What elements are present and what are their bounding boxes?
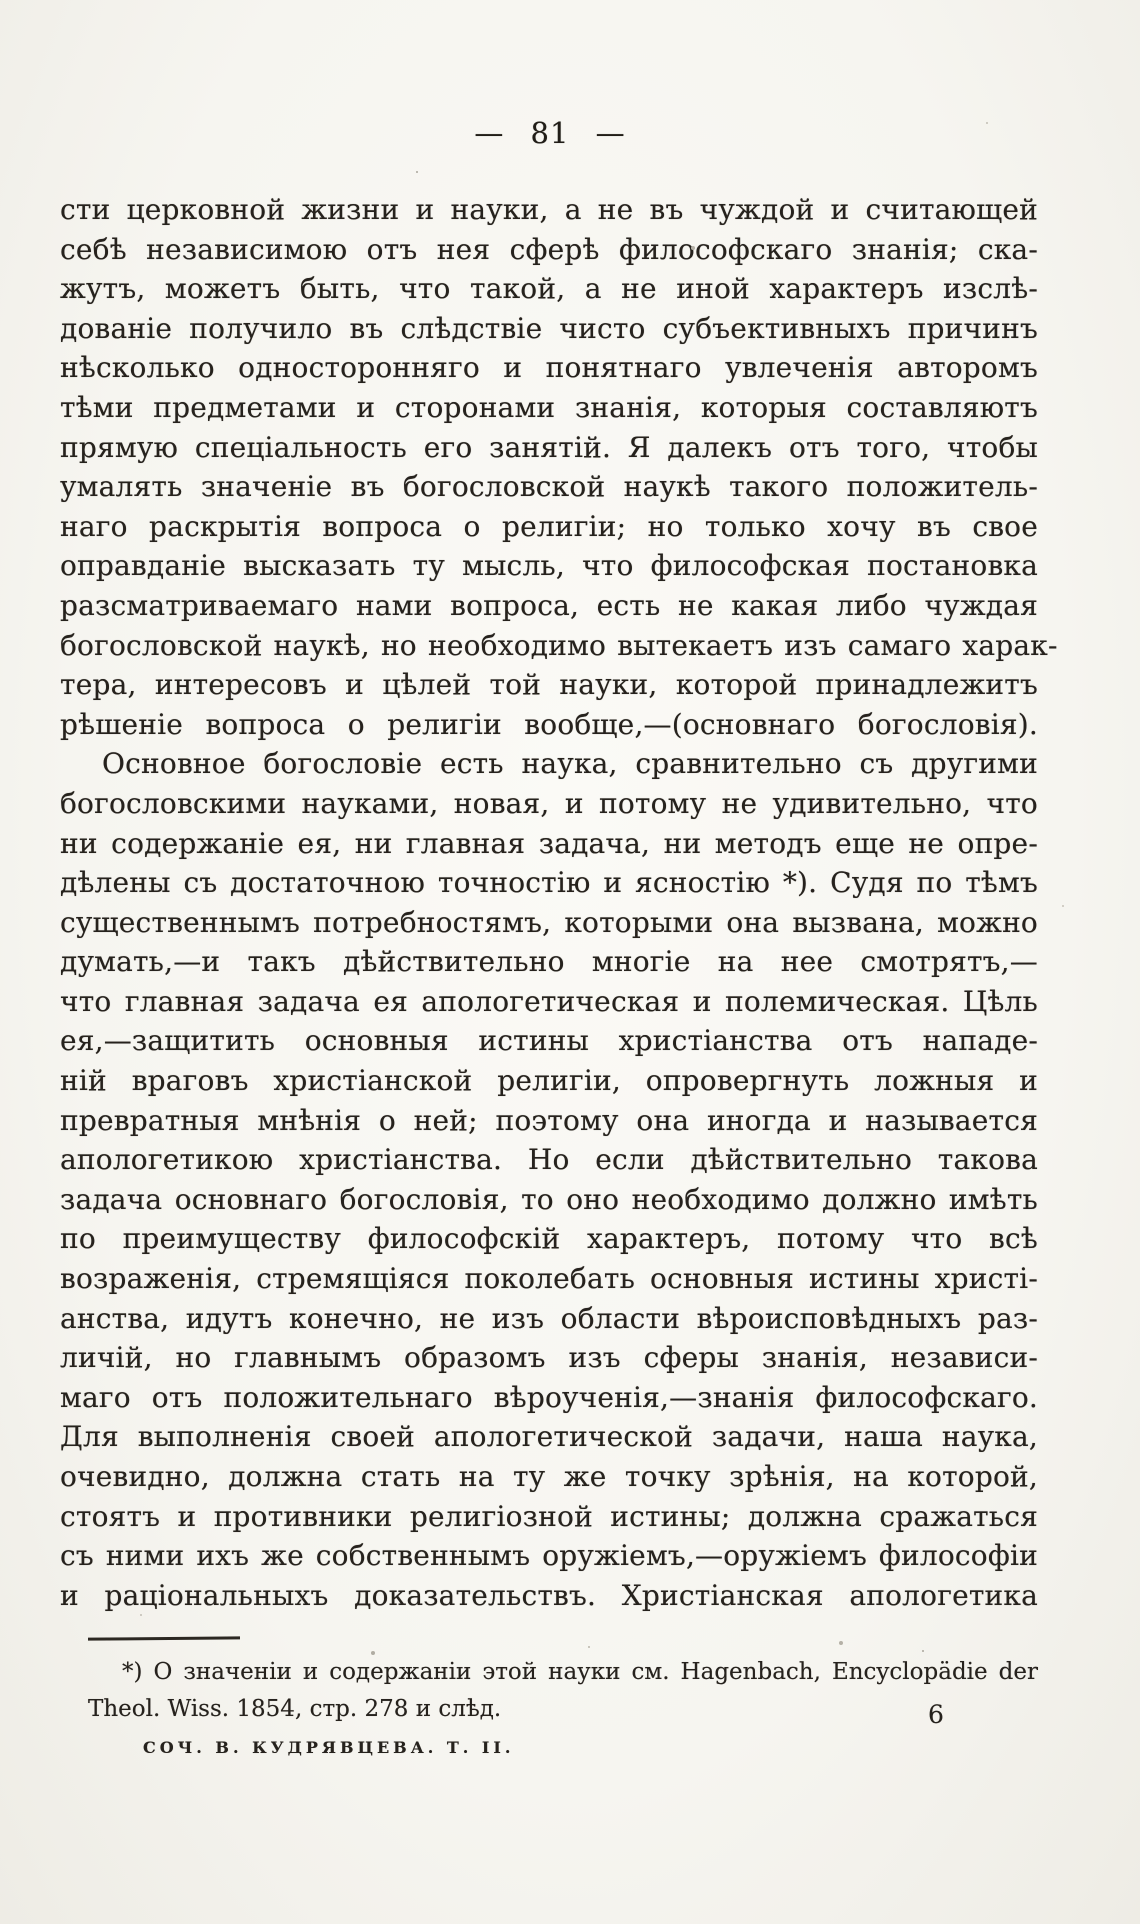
body-text	[60, 190, 1058, 1615]
text-line: богословскими науками, новая, и потому не удивительно, что	[60, 786, 1038, 820]
text-line: ній враговъ христіанской религіи, опровергнуть ложныя и	[60, 1064, 1038, 1098]
text-line: оправданіе высказать ту мысль, что философская постановка	[60, 549, 1038, 583]
text-line: богословской наукѣ, но необходимо вытекаетъ изъ самаго харак-	[60, 628, 1058, 662]
text-line: разсматриваемаго нами вопроса, есть не какая либо чуждая	[60, 588, 1038, 622]
text-line: Основное богословіе есть наука, сравнительно съ другими	[102, 747, 1038, 781]
text-line: апологетикою христіанства. Но если дѣйствительно такова	[60, 1143, 1038, 1177]
printer-sheet-number: 6	[928, 1700, 944, 1729]
text-line: дѣлены съ достаточною точностію и ясностію *). Судя по тѣмъ	[60, 866, 1038, 900]
footnote-line: *) О значеніи и содержаніи этой науки см. Hagenbach, Encyclopädie der	[122, 1659, 1038, 1685]
text-line: и раціональныхъ доказательствъ. Христіанская апологетика	[60, 1578, 1038, 1612]
page-number-header: — 81 —	[474, 116, 626, 150]
text-line: ни содержаніе ея, ни главная задача, ни методъ еще не опре-	[60, 826, 1038, 860]
text-line: сти церковной жизни и науки, а не въ чуждой и считающей	[60, 193, 1038, 226]
text-line: себѣ независимою отъ нея сферѣ философскаго знанія; ска-	[60, 232, 1038, 266]
text-line: анства, идутъ конечно, не изъ области вѣроисповѣдныхъ раз-	[60, 1301, 1038, 1335]
footnote-line: Theol. Wiss. 1854, стр. 278 и слѣд.	[88, 1696, 502, 1722]
text-line: существеннымъ потребностямъ, которыми она вызвана, можно	[60, 905, 1038, 939]
text-line: дованіе получило въ слѣдствіе чисто субъективныхъ причинъ	[60, 311, 1038, 345]
footnote-lines	[88, 1654, 1038, 1728]
text-line: возраженія, стремящіяся поколебать основныя истины христі-	[60, 1262, 1038, 1296]
text-line: тѣми предметами и сторонами знанія, которыя составляютъ	[60, 390, 1038, 424]
text-line: личій, но главнымъ образомъ изъ сферы знанія, независи-	[60, 1341, 1038, 1375]
text-line: маго отъ положительнаго вѣроученія,—знанія философскаго.	[60, 1380, 1038, 1414]
text-line: нѣсколько односторонняго и понятнаго увлеченія авторомъ	[60, 351, 1038, 385]
text-line: задача основнаго богословія, то оно необходимо должно имѣть	[60, 1182, 1038, 1216]
text-line: Для выполненія своей апологетической задачи, наша наука,	[60, 1420, 1038, 1454]
scan-specks	[0, 0, 2, 2]
text-line: очевидно, должна стать на ту же точку зрѣнія, на которой,	[60, 1460, 1038, 1493]
footnote-separator	[88, 1636, 240, 1640]
text-line: что главная задача ея апологетическая и полемическая. Цѣль	[60, 984, 1038, 1018]
text-line: прямую спеціальность его занятій. Я далекъ отъ того, чтобы	[60, 430, 1038, 464]
text-line: умалять значеніе въ богословской наукѣ такого положитель-	[60, 470, 1038, 504]
text-line: думать,—и такъ дѣйствительно многіе на нее смотрятъ,—	[60, 945, 1038, 979]
text-line: превратныя мнѣнія о ней; поэтому она иногда и называется	[60, 1103, 1038, 1137]
text-line: ея,—защитить основныя истины христіанства отъ нападе-	[60, 1024, 1038, 1058]
text-line: наго раскрытія вопроса о религіи; но только хочу въ свое	[60, 509, 1038, 543]
text-line: тера, интересовъ и цѣлей той науки, которой принадлежитъ	[60, 668, 1038, 702]
text-line: стоятъ и противники религіозной истины; должна сражаться	[60, 1499, 1038, 1533]
text-line: съ ними ихъ же собственнымъ оружіемъ,—оружіемъ философіи	[60, 1539, 1038, 1573]
text-line: по преимуществу философскій характеръ, потому что всѣ	[60, 1222, 1038, 1256]
text-line: жутъ, можетъ быть, что такой, а не иной характеръ изслѣ-	[60, 272, 1038, 306]
text-line: рѣшеніе вопроса о религіи вообще,—(основнаго богословія).	[60, 707, 1038, 741]
edition-signature: СОЧ. В. КУДРЯВЦЕВА. Т. II.	[143, 1738, 515, 1757]
